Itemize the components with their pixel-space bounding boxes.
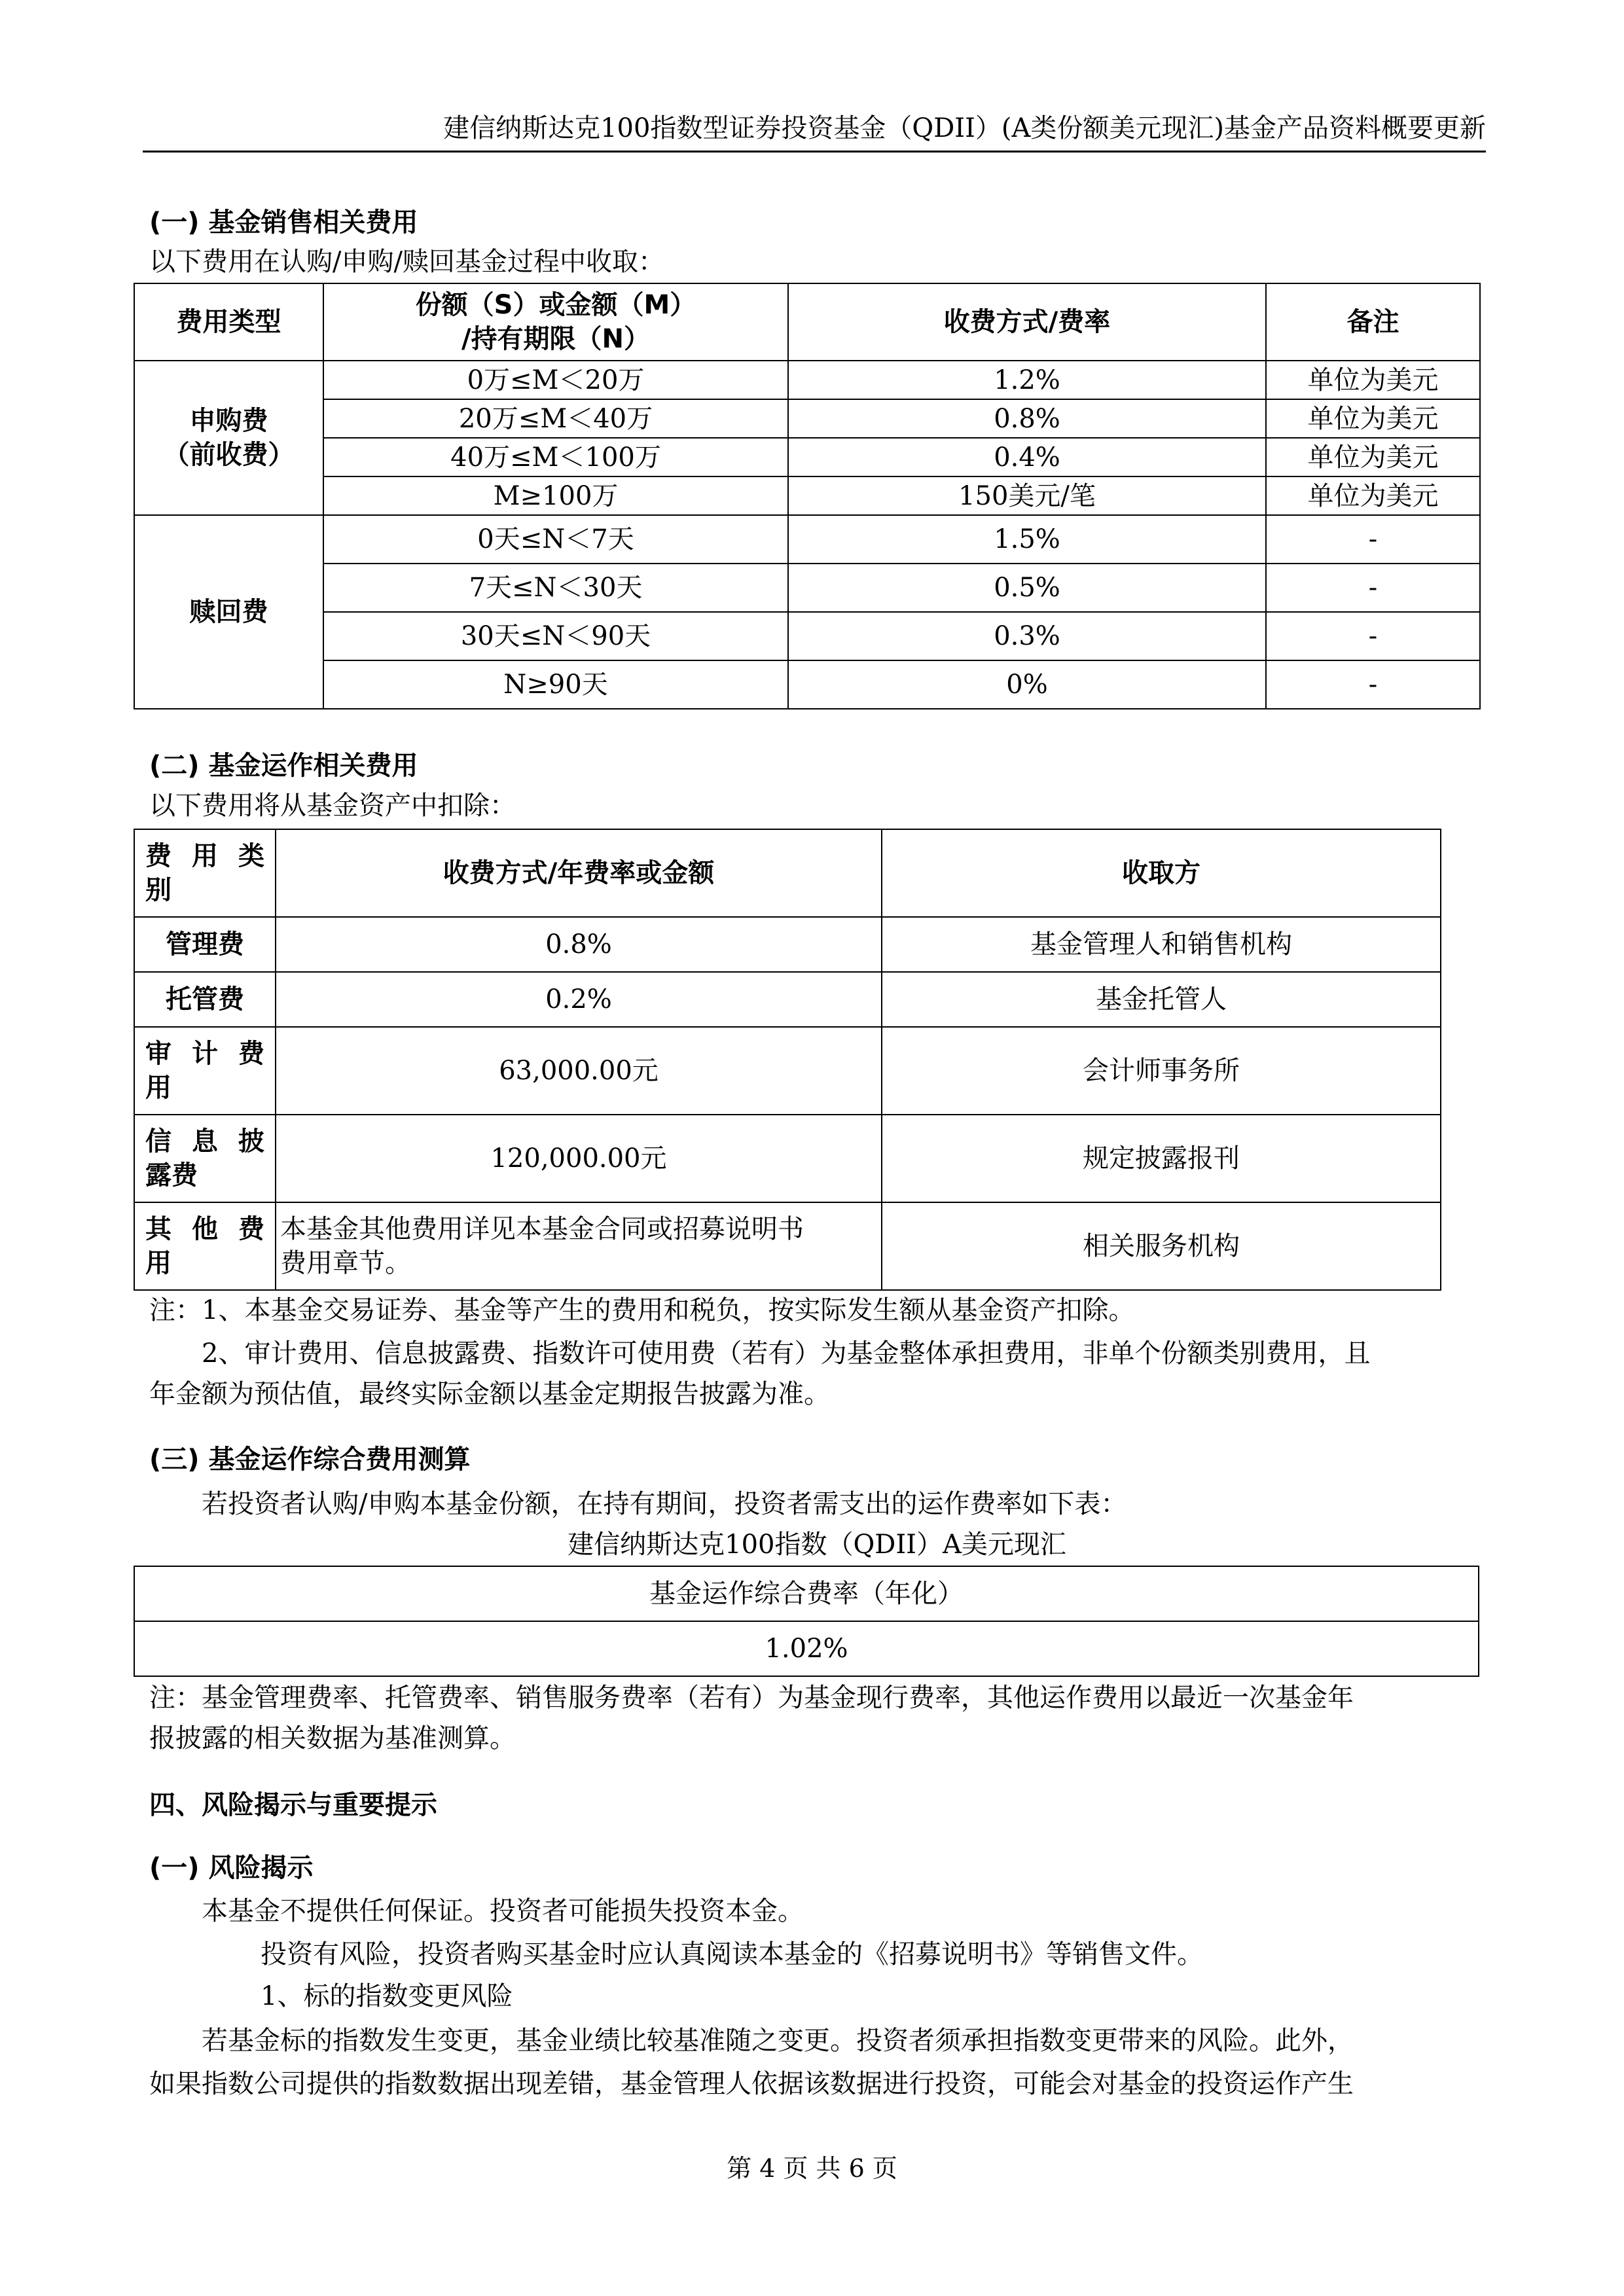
fee-type-audit-line2: 用 [145, 1073, 171, 1103]
fee-type-custody: 托管费 [134, 972, 276, 1027]
table-row [134, 917, 1441, 972]
section-1-intro: 以下费用在认购/申购/赎回基金过程中收取： [149, 247, 664, 277]
page-footer: 第 4 页 共 6 页 [727, 2154, 897, 2183]
note-cell: - [1266, 660, 1480, 709]
range-cell: 0万≤M＜20万 [323, 361, 788, 399]
table-row [134, 972, 1441, 1027]
table-row [134, 1115, 1441, 1202]
fee-type-other [134, 1202, 276, 1290]
section-2-intro: 以下费用将从基金资产中扣除： [149, 791, 516, 821]
range-cell: 30天≤N＜90天 [323, 612, 788, 660]
rate-cell: 0% [788, 660, 1266, 709]
table-row [134, 1202, 1441, 1290]
payee-cell: 规定披露报刊 [882, 1115, 1441, 1202]
table-row [134, 564, 1480, 612]
rate-cell: 0.3% [788, 612, 1266, 660]
rate-cell: 0.4% [788, 438, 1266, 476]
section-3-caption: 建信纳斯达克100指数（QDII）A美元现汇 [568, 1530, 1066, 1560]
note-cell: 单位为美元 [1266, 399, 1480, 438]
fee-cell [276, 1202, 882, 1290]
rate-cell: 0.5% [788, 564, 1266, 612]
table-row [134, 515, 1480, 564]
fee-type-audit [134, 1027, 276, 1115]
risk-paragraph-1: 本基金不提供任何保证。投资者可能损失投资本金。 [202, 1896, 804, 1926]
table-row [134, 660, 1480, 709]
col-header-fee-category [134, 829, 276, 917]
risk-paragraph-2: 投资有风险，投资者购买基金时应认真阅读本基金的《招募说明书》等销售文件。 [261, 1939, 1203, 1969]
payee-cell: 基金托管人 [882, 972, 1441, 1027]
purchase-fee-label [134, 361, 323, 515]
fee-cell-line2: 费用章节。 [280, 1248, 411, 1278]
note-cell: 单位为美元 [1266, 438, 1480, 476]
range-cell: 7天≤N＜30天 [323, 564, 788, 612]
note-cell: 单位为美元 [1266, 476, 1480, 515]
table-row [134, 438, 1480, 476]
range-cell: 0天≤N＜7天 [323, 515, 788, 564]
risk-paragraph-4-line1: 若基金标的指数发生变更，基金业绩比较基准随之变更。投资者须承担指数变更带来的风险。此外， [202, 2026, 1354, 2056]
fee-type-other-line2: 用 [145, 1248, 171, 1278]
note-cell: - [1266, 564, 1480, 612]
col-header-amount-line1: 份额（S）或金额（M） [415, 290, 696, 320]
range-cell: M≥100万 [323, 476, 788, 515]
purchase-fee-label-line2: （前收费） [163, 440, 295, 470]
risk-paragraph-4-line2: 如果指数公司提供的指数数据出现差错，基金管理人依据该数据进行投资，可能会对基金的投资运作产生 [149, 2069, 1354, 2099]
col-header-amount-line2: /持有期限（N） [461, 324, 651, 354]
col-header-note: 备注 [1266, 283, 1480, 361]
section-2-note-3: 年金额为预估值，最终实际金额以基金定期报告披露为准。 [149, 1379, 830, 1409]
fee-type-management: 管理费 [134, 917, 276, 972]
rate-cell: 1.5% [788, 515, 1266, 564]
fee-cell: 120,000.00元 [276, 1115, 882, 1202]
range-cell: N≥90天 [323, 660, 788, 709]
fee-type-disclosure [134, 1115, 276, 1202]
payee-cell: 会计师事务所 [882, 1027, 1441, 1115]
risk-paragraph-3: 1、标的指数变更风险 [261, 1981, 513, 2011]
range-cell: 40万≤M＜100万 [323, 438, 788, 476]
fee-cell: 63,000.00元 [276, 1027, 882, 1115]
fee-cell: 0.8% [276, 917, 882, 972]
section-3-note-1: 注：基金管理费率、托管费率、销售服务费率（若有）为基金现行费率，其他运作费用以最近一次基金年 [149, 1683, 1354, 1713]
sales-fee-table [134, 283, 1481, 709]
purchase-fee-label-line1: 申购费 [189, 406, 268, 436]
range-cell: 20万≤M＜40万 [323, 399, 788, 438]
col-header-fee-method: 收费方式/年费率或金额 [276, 829, 882, 917]
section-2-note-2: 2、审计费用、信息披露费、指数许可使用费（若有）为基金整体承担费用，非单个份额类别费用，且 [202, 1338, 1371, 1369]
payee-cell: 基金管理人和销售机构 [882, 917, 1441, 972]
col-header-fee-type: 费用类型 [134, 283, 323, 361]
composite-fee-value: 1.02% [134, 1621, 1479, 1676]
col-header-fee-category-line1: 费 用 类 [145, 841, 264, 871]
col-header-rate: 收费方式/费率 [788, 283, 1266, 361]
table-row [134, 612, 1480, 660]
table-row [134, 399, 1480, 438]
section-3-heading: (三) 基金运作综合费用测算 [149, 1444, 471, 1475]
header-rule [143, 151, 1486, 152]
table-row [134, 1621, 1479, 1676]
section-1-heading: (一) 基金销售相关费用 [149, 207, 418, 238]
note-cell: 单位为美元 [1266, 361, 1480, 399]
redeem-fee-label: 赎回费 [134, 515, 323, 709]
fee-type-disclosure-line2: 露费 [145, 1160, 198, 1191]
rate-cell: 1.2% [788, 361, 1266, 399]
fee-type-audit-line1: 审 计 费 [145, 1039, 264, 1069]
section-3-note-2: 报披露的相关数据为基准测算。 [149, 1723, 516, 1753]
table-row [134, 361, 1480, 399]
page-header: 建信纳斯达克100指数型证券投资基金（QDII）(A类份额美元现汇)基金产品资料概要更新 [443, 113, 1486, 143]
col-header-fee-category-line2: 别 [145, 875, 171, 905]
table-row [134, 476, 1480, 515]
fee-cell-line1: 本基金其他费用详见本基金合同或招募说明书 [280, 1214, 804, 1244]
fee-cell: 0.2% [276, 972, 882, 1027]
section-2-note-1: 注：1、本基金交易证券、基金等产生的费用和税负，按实际发生额从基金资产扣除。 [149, 1295, 1135, 1325]
table-row [134, 1027, 1441, 1115]
operating-fee-table [134, 829, 1441, 1291]
composite-fee-table [134, 1566, 1479, 1677]
note-cell: - [1266, 612, 1480, 660]
note-cell: - [1266, 515, 1480, 564]
fee-type-other-line1: 其 他 费 [145, 1214, 264, 1244]
section-4-sub-heading: (一) 风险揭示 [149, 1853, 314, 1883]
section-2-heading: (二) 基金运作相关费用 [149, 751, 418, 781]
col-header-amount [323, 283, 788, 361]
col-header-payee: 收取方 [882, 829, 1441, 917]
rate-cell: 0.8% [788, 399, 1266, 438]
rate-cell: 150美元/笔 [788, 476, 1266, 515]
composite-fee-header: 基金运作综合费率（年化） [134, 1566, 1479, 1621]
section-3-intro: 若投资者认购/申购本基金份额，在持有期间，投资者需支出的运作费率如下表： [202, 1489, 1127, 1519]
section-4-heading: 四、风险揭示与重要提示 [149, 1790, 437, 1820]
payee-cell: 相关服务机构 [882, 1202, 1441, 1290]
fee-type-disclosure-line1: 信 息 披 [145, 1126, 264, 1157]
